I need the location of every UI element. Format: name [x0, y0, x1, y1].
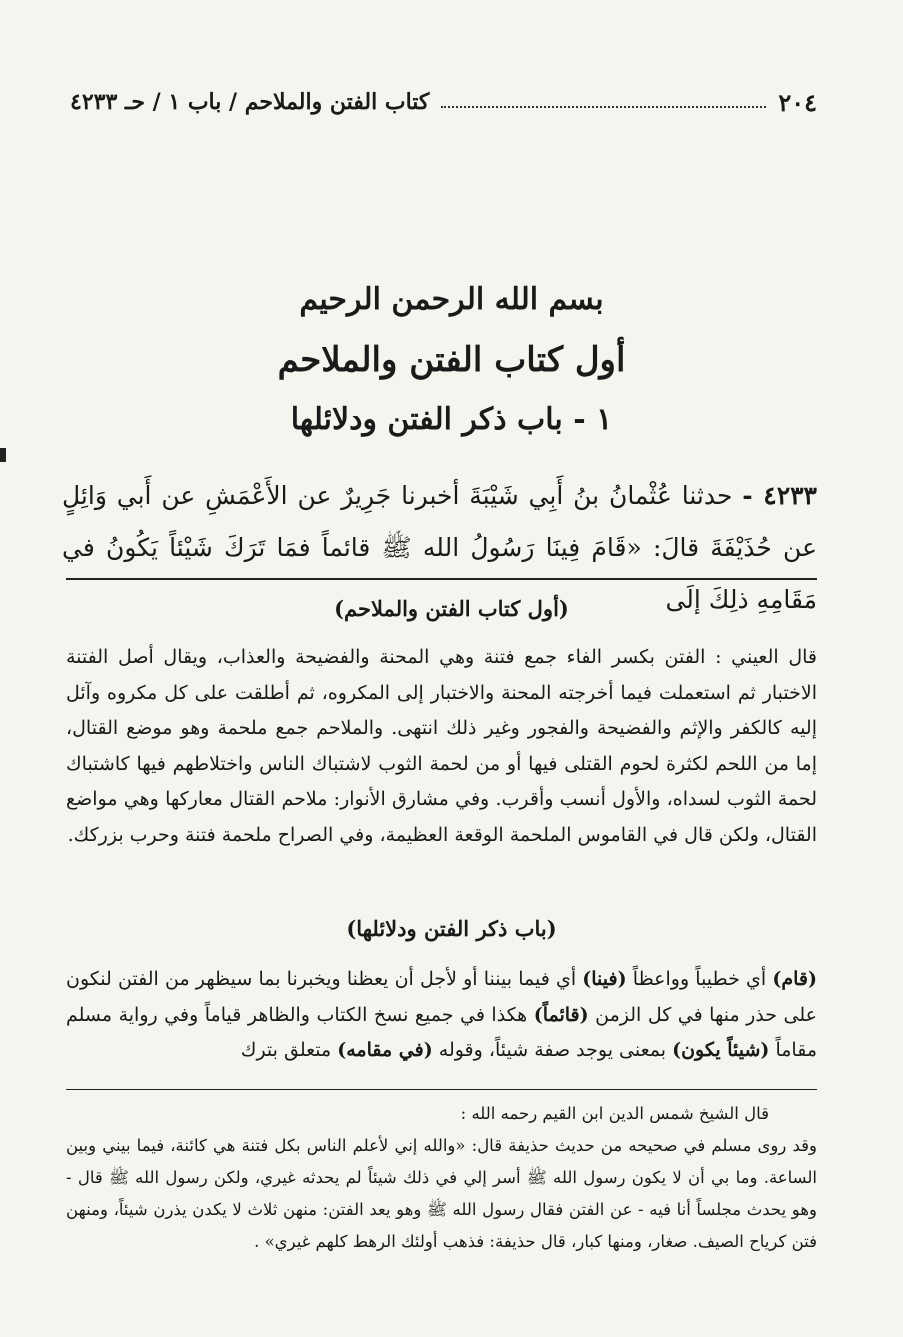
commentary-heading-book: (أول كتاب الفتن والملاحم) — [334, 596, 569, 621]
footnote — [66, 1098, 817, 1258]
footnote-divider — [66, 1089, 817, 1090]
lemma-qaiman: (قائماً) — [533, 1003, 589, 1026]
running-title: كتاب الفتن والملاحم / باب ١ / حـ ٤٢٣٣ — [70, 89, 430, 115]
lemma-fina: (فينا) — [582, 968, 627, 990]
gloss-text: بمعنى يوجد صفة شيئاً، وقوله — [432, 1039, 673, 1061]
gloss-text: أي فيما بيننا أو لأجل أن يعظنا ويخبرنا بما سيظهر من الفتن لنكون على حذر منها في كل الزمن — [66, 968, 817, 1026]
gloss-text: هكذا في جميع نسخ الكتاب والظاهر قياماً وفي رواية مسلم مقاماً — [66, 1003, 817, 1061]
page-number: ٢٠٤ — [778, 87, 817, 117]
gloss-text: متعلق بترك — [240, 1039, 338, 1061]
hadith-text: حدثنا عُثْمانُ بنُ أَبِي شَيْبَةَ أخبرنا جَرِيرٌ عن الأَعْمَشِ عن أَبي وَائِلٍ عن حُذَيْفَةَ قالَ: «قَامَ فِينَا رَسُولُ الله ﷺ قائماً فمَا تَرَكَ شَيْئاً يَكُونُ في مَقَامِهِ ذلِكَ إلَى — [62, 481, 817, 614]
lemma-fi-maqamihi: (في مقامه) — [337, 1039, 433, 1061]
commentary-paragraph-1: قال العيني : الفتن بكسر الفاء جمع فتنة وهي المحنة والفضيحة والعذاب، ويقال أصل الفتنة الاختبار ثم استعملت فيما أخرجته المحنة والاختبار إلى المكروه، ثم أطلقت على كل مكروه وآئل إليه كالكفر والإثم والفضيحة والفجور وغير ذلك انتهى. والملاحم جمع ملحمة وهو موضع القتال، إما من اللحم لكثرة لحوم القتلى فيها أو من لحمة الثوب لاشتباك الناس واختلاطهم فيها كاشتباك لحمة الثوب لسداه، والأول أنسب وأقرب. وفي مشارق الأنوار: ملاحم القتال معاركها وهي مواضع القتال، ولكن قال في القاموس الملحمة الوقعة العظيمة، وفي الصراح ملحمة فتنة وحرب بزركك. — [66, 646, 817, 846]
page-header — [70, 82, 817, 122]
lemma-qam: (قام) — [772, 968, 817, 990]
footnote-body: وقد روى مسلم في صحيحه من حديث حذيفة قال: «والله إني لأعلم الناس بكل فتنة هي كائنة، فيما بيني وبين الساعة. وما بي أن لا يكون رسول الله ﷺ أسر إلي في ذلك شيئاً لم يحدثه غيري، ولكن رسول الله ﷺ قال - وهو يحدث مجلساً أنا فيه - عن الفتن فقال رسول الله ﷺ وهو يعد الفتن: منهن ثلاث لا يكدن يذرن شيئاً، ومنهن فتن كرياح الصيف. صغار، ومنها كبار، قال حذيفة: فذهب أولئك الرهط كلهم غيري» . — [66, 1136, 817, 1251]
header-dot-leader — [441, 96, 766, 108]
chapter-name: ذكر الفتن ودلائلها — [290, 402, 507, 437]
chapter-number: ١ - — [573, 402, 613, 437]
gloss-text: أي خطيباً وواعظاً — [626, 968, 773, 990]
commentary-paragraph-2 — [66, 962, 817, 1069]
lemma-shayan-yakun: (شيئاً يكون) — [672, 1039, 770, 1061]
hadith-number: ٤٢٣٣ - — [742, 481, 817, 510]
basmala: بسم الله الرحمن الرحيم — [299, 282, 604, 317]
chapter-keyword: باب — [517, 402, 563, 437]
book-title: أول كتاب الفتن والملاحم — [277, 340, 626, 380]
chapter-title — [0, 402, 903, 437]
commentary-heading-chapter: (باب ذكر الفتن ودلائلها) — [346, 916, 557, 941]
footnote-attribution: قال الشيخ شمس الدين ابن القيم رحمه الله : — [460, 1104, 769, 1123]
text-commentary-divider — [66, 578, 817, 580]
scan-mark — [0, 448, 6, 462]
